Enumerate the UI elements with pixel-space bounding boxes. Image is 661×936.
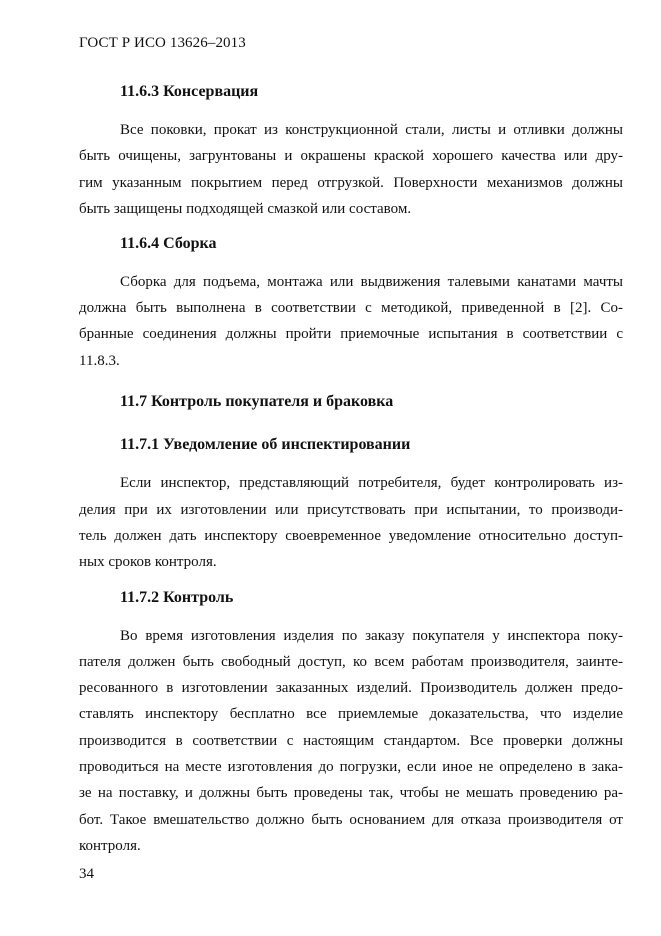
paragraph-line: должна быть выполнена в соответствии с методикой, приведенной в [2]. Со- xyxy=(79,300,623,316)
paragraph-line: бранные соединения должны пройти приемочные испытания в соответствии с xyxy=(79,326,623,342)
paragraph-line: Во время изготовления изделия по заказу покупателя у инспектора поку- xyxy=(120,628,623,644)
paragraph-line: бот. Такое вмешательство должно быть основанием для отказа производителя от xyxy=(79,812,623,828)
page-number: 34 xyxy=(79,866,94,882)
paragraph-line: производится в соответствии с настоящим стандартом. Все проверки должны xyxy=(79,733,623,749)
paragraph-line: быть очищены, загрунтованы и окрашены краской хорошего качества или дру- xyxy=(79,148,623,164)
paragraph-line: гим указанным покрытием перед отгрузкой. Поверхности механизмов должны xyxy=(79,175,623,191)
paragraph-line: ресованного в изготовлении заказанных изделий. Производитель должен предо- xyxy=(79,680,623,696)
paragraph-line: быть защищены подходящей смазкой или составом. xyxy=(79,201,412,217)
paragraph-line: пателя должен быть свободный доступ, ко всем работам производителя, заинте- xyxy=(79,654,623,670)
paragraph-line: тель должен дать инспектору своевременное уведомление относительно доступ- xyxy=(79,528,623,544)
section-heading-11-7-1: 11.7.1 Уведомление об инспектировании xyxy=(120,436,411,453)
paragraph-line: зе на поставку, и должны быть проведены так, чтобы не мешать проведению ра- xyxy=(79,785,623,801)
section-heading-11-6-3: 11.6.3 Консервация xyxy=(120,83,259,100)
section-heading-11-7: 11.7 Контроль покупателя и браковка xyxy=(120,393,394,410)
paragraph-line: ных сроков контроля. xyxy=(79,554,217,570)
paragraph-line: Сборка для подъема, монтажа или выдвижения талевыми канатами мачты xyxy=(120,274,623,290)
section-heading-11-6-4: 11.6.4 Сборка xyxy=(120,235,217,252)
paragraph-line: 11.8.3. xyxy=(79,353,120,369)
paragraph-line: делия при их изготовлении или присутствовать при испытании, то производи- xyxy=(79,502,623,518)
paragraph-line: Если инспектор, представляющий потребителя, будет контролировать из- xyxy=(120,475,623,491)
section-heading-11-7-2: 11.7.2 Контроль xyxy=(120,589,234,606)
paragraph-line: проводиться на месте изготовления до погрузки, если иное не определено в зака- xyxy=(79,759,623,775)
paragraph-line: контроля. xyxy=(79,838,141,854)
document-header: ГОСТ Р ИСО 13626–2013 xyxy=(79,35,246,51)
paragraph-line: ставлять инспектору бесплатно все приемлемые доказательства, что изделие xyxy=(79,706,623,722)
paragraph-line: Все поковки, прокат из конструкционной стали, листы и отливки должны xyxy=(120,122,623,138)
